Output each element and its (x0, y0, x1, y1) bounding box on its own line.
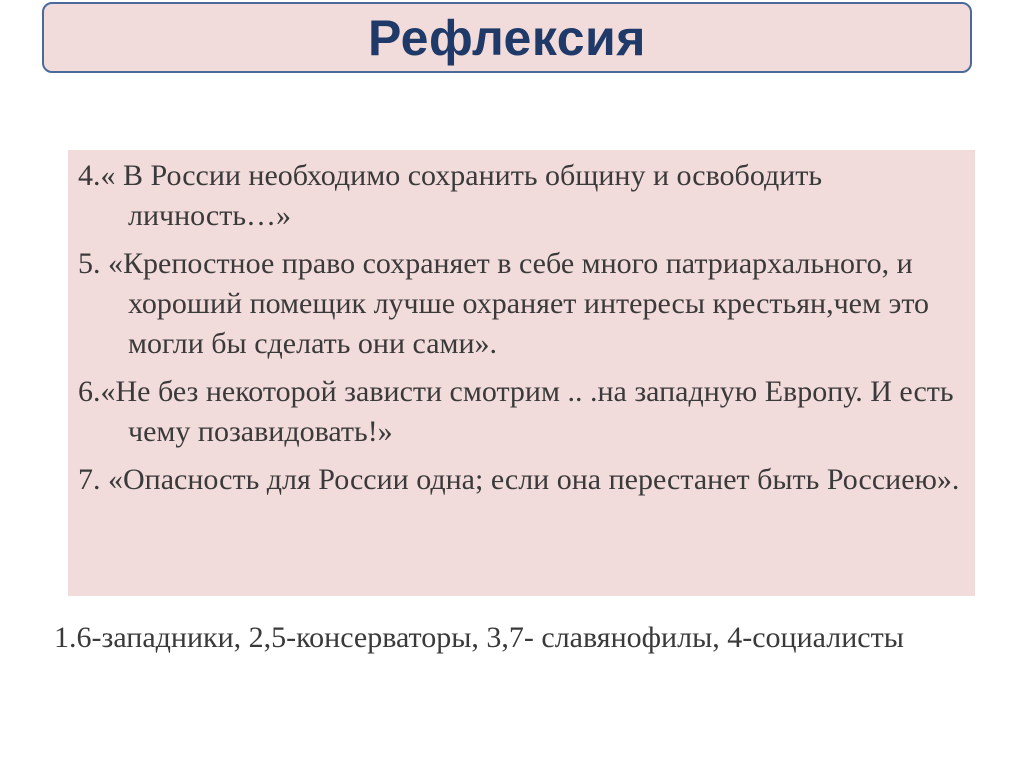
quote-item: 7. «Опасность для России одна; если она перестанет быть Россиею». (78, 463, 960, 496)
quote-item: 4.« В России необходимо сохранить общину и освободить личность…» (78, 159, 823, 232)
quotes-panel (68, 150, 975, 596)
quote-item: 6.«Не без некоторой зависти смотрим .. .на западную Европу. И есть чему позавидовать!» (78, 375, 954, 448)
quote-item: 5. «Крепостное право сохраняет в себе много патриархального, и хороший помещик лучше охраняет интересы крестьян,чем это могли бы сделать они сами». (78, 247, 930, 360)
slide-title: Рефлексия (368, 9, 646, 66)
title-banner (42, 2, 972, 73)
answer-key: 1.6-западники, 2,5-консерваторы, 3,7- славянофилы, 4-социалисты (54, 621, 904, 654)
